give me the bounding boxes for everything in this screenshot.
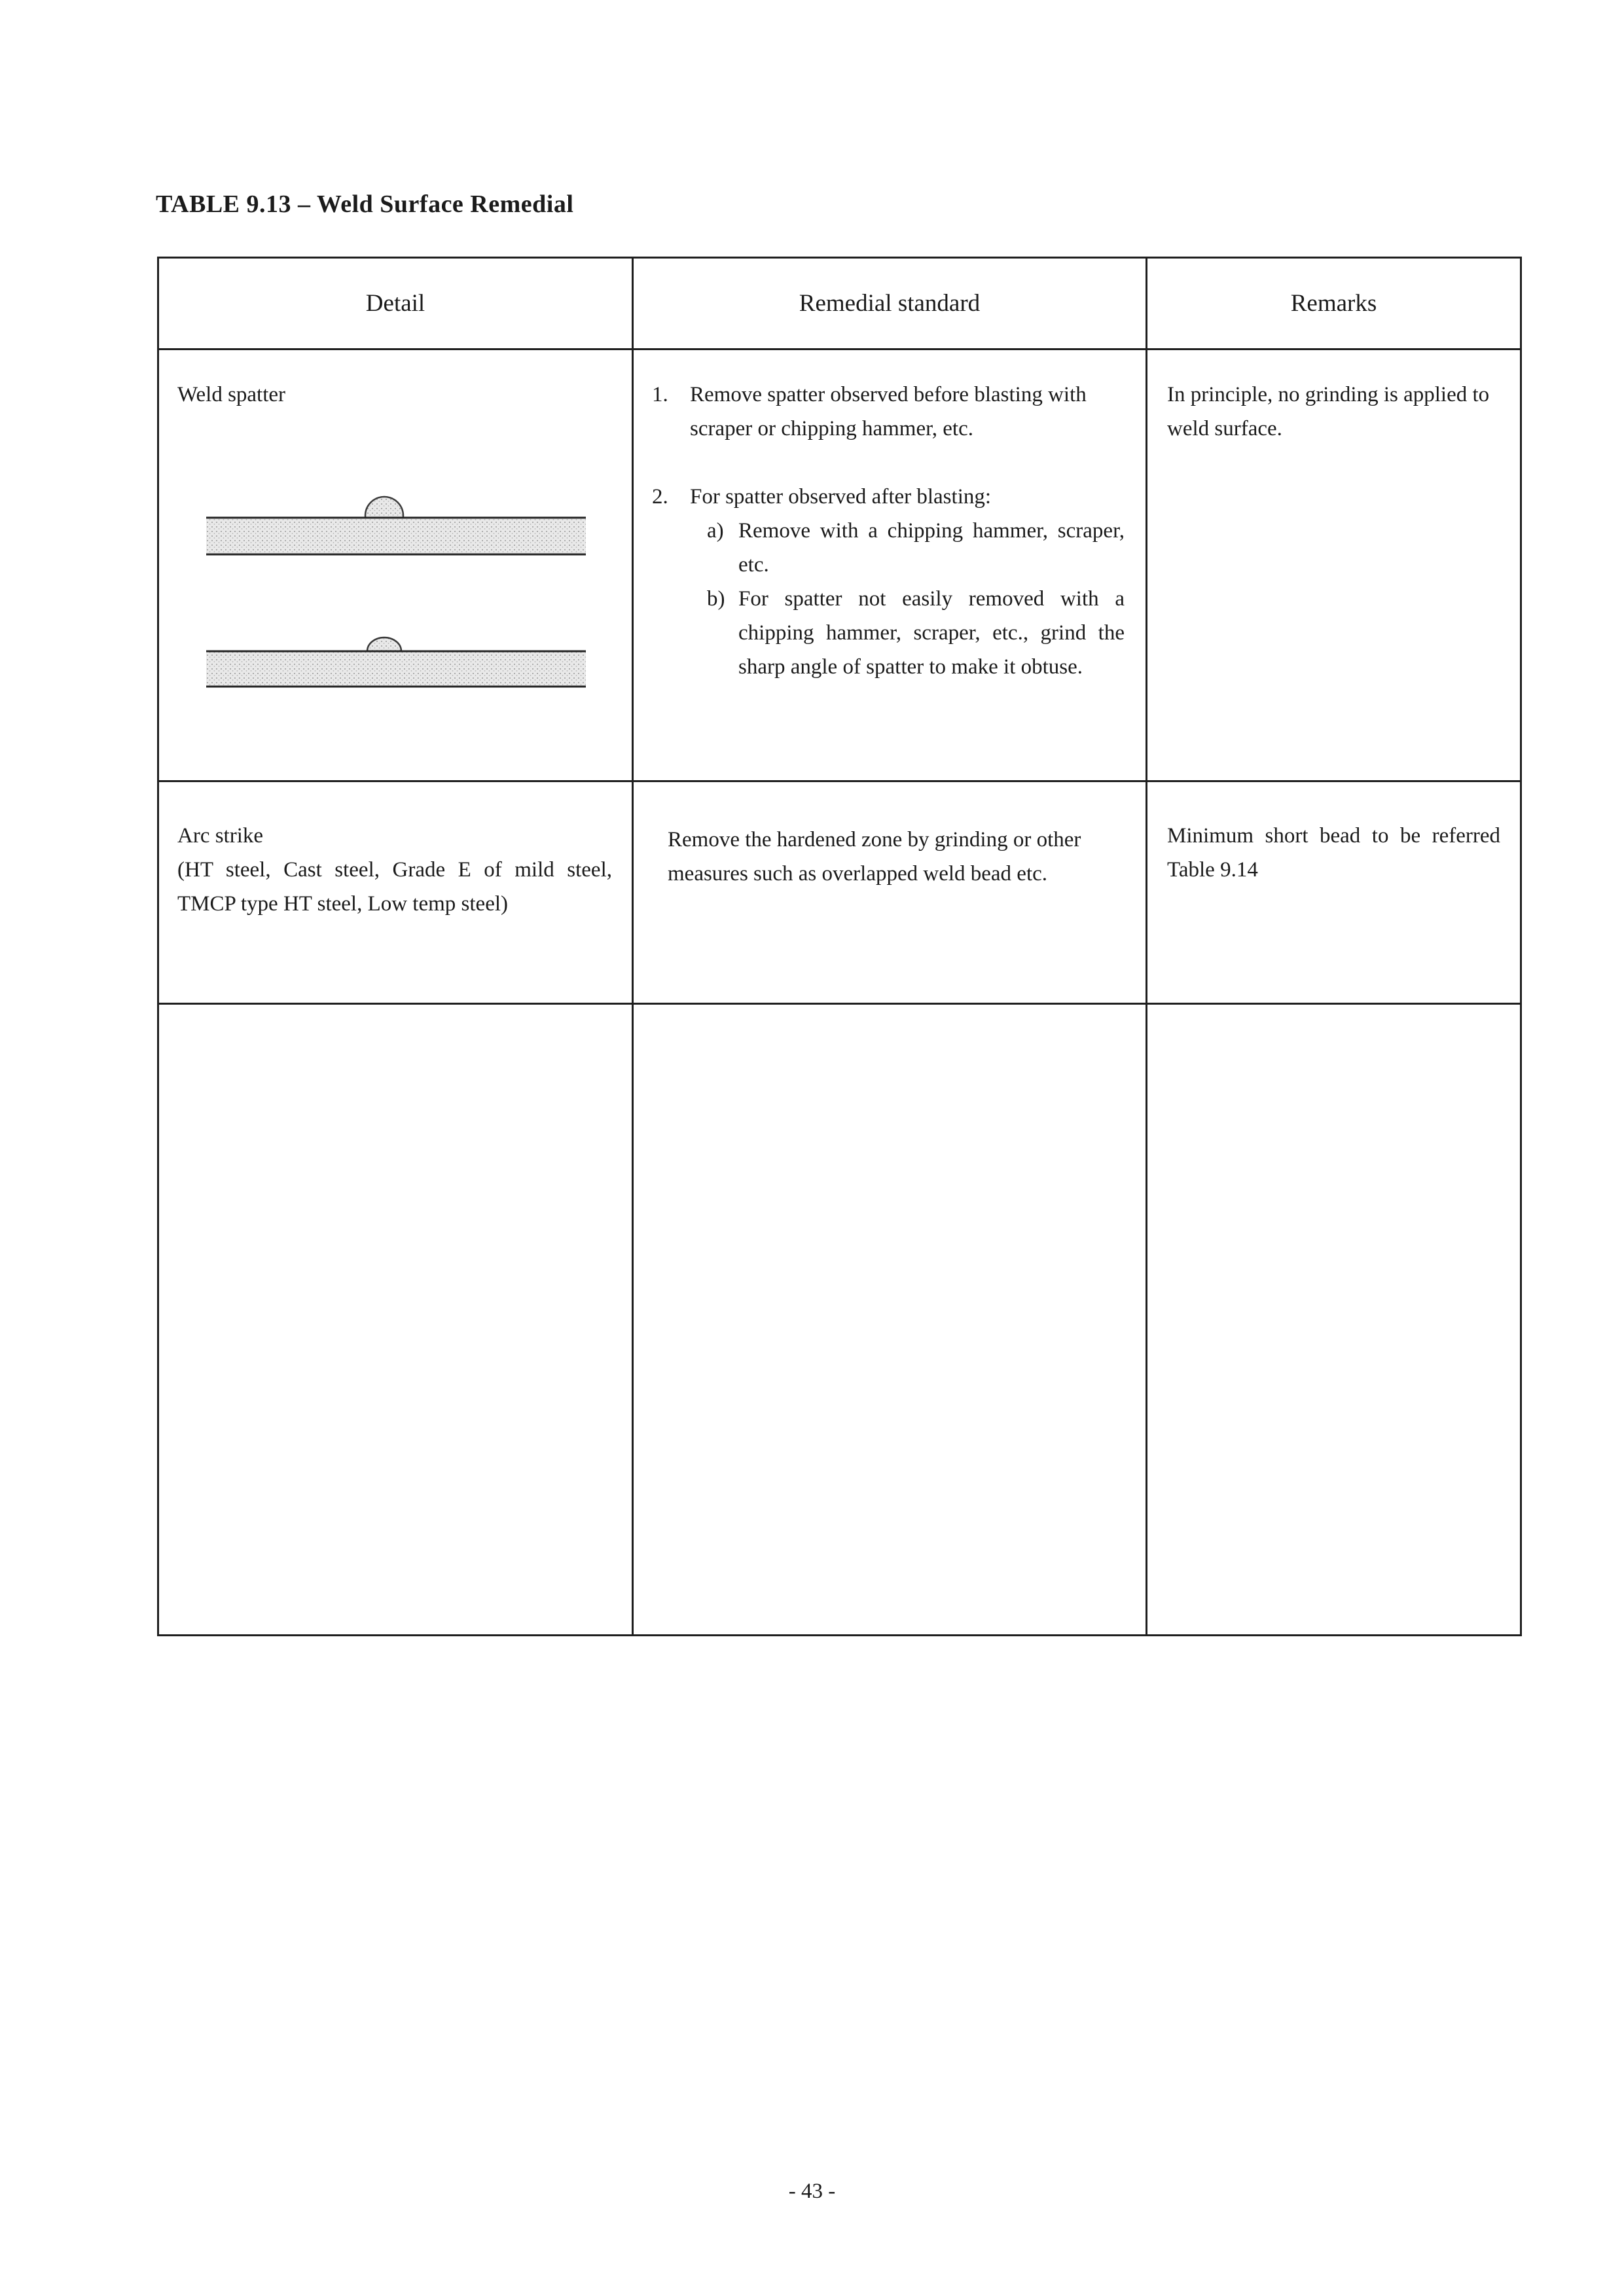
- table-row-arc-strike: [158, 781, 1521, 1004]
- remarks-weld-spatter-text: In principle, no grinding is applied to weld surface.: [1167, 383, 1490, 440]
- page-title: TABLE 9.13 – Weld Surface Remedial: [156, 190, 574, 218]
- remarks-arc-strike-text: Minimum short bead to be referred Table 9.14: [1167, 824, 1500, 882]
- remedial-arc-strike-text: Remove the hardened zone by grinding or other measures such as overlapped weld bead etc.: [668, 828, 1081, 886]
- sub-item-a-text: Remove with a chipping hammer, scraper, etc.: [738, 519, 1125, 577]
- sub-item-b-label: b): [707, 587, 725, 611]
- weld-spatter-diagram-1: [206, 489, 612, 573]
- weld-spatter-round-bead-icon: [206, 489, 586, 562]
- weld-surface-remedial-table: [157, 257, 1522, 1636]
- remedial-cell-weld-spatter: [633, 350, 1147, 781]
- table-header-row: [158, 258, 1521, 350]
- page-number: - 43 -: [788, 2179, 836, 2203]
- arc-strike-steel-types: (HT steel, Cast steel, Grade E of mild steel, TMCP type HT steel, Low temp steel): [177, 858, 612, 916]
- detail-cell-arc-strike: [158, 781, 633, 1004]
- remarks-cell-empty: [1147, 1004, 1521, 1636]
- table-row-weld-spatter: [158, 350, 1521, 781]
- detail-cell-weld-spatter: [158, 350, 633, 781]
- column-header-remedial-standard: Remedial standard: [633, 258, 1147, 350]
- remedial-sub-item-a: [707, 514, 1125, 582]
- arc-strike-label: Arc strike: [177, 824, 264, 848]
- remedial-item-2: [652, 480, 1125, 684]
- sub-item-b-text: For spatter not easily removed with a chipping hammer, scraper, etc., grind the sharp angle of spatter to make it obtuse.: [738, 587, 1125, 679]
- weld-spatter-diagram-2: [206, 636, 612, 705]
- column-header-remarks: Remarks: [1147, 258, 1521, 350]
- column-header-detail: Detail: [158, 258, 633, 350]
- remarks-cell-arc-strike: [1147, 781, 1521, 1004]
- remarks-cell-weld-spatter: [1147, 350, 1521, 781]
- remedial-item-1-number: 1.: [652, 383, 668, 406]
- remedial-cell-empty: [633, 1004, 1147, 1636]
- remedial-sub-item-b: [707, 582, 1125, 684]
- sub-item-a-label: a): [707, 519, 724, 543]
- remedial-cell-arc-strike: [633, 781, 1147, 1004]
- remedial-item-2-intro: For spatter observed after blasting:: [690, 485, 992, 509]
- weld-spatter-flat-bead-icon: [206, 636, 586, 694]
- remedial-item-1-text: Remove spatter observed before blasting with scraper or chipping hammer, etc.: [690, 383, 1087, 440]
- remedial-item-1: [652, 378, 1125, 446]
- remedial-item-2-number: 2.: [652, 485, 668, 509]
- weld-spatter-label: Weld spatter: [177, 383, 286, 406]
- table-row-empty: [158, 1004, 1521, 1636]
- detail-cell-empty: [158, 1004, 633, 1636]
